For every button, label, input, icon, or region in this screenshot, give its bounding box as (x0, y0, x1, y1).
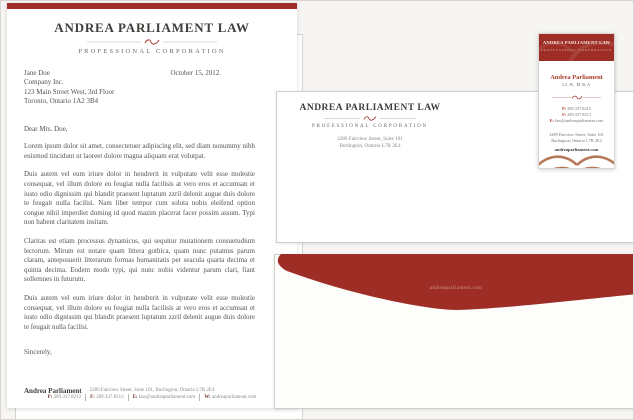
address-line: 2289 Fairview Street, Suite 101 (549, 131, 604, 137)
recipient-address (24, 69, 114, 106)
card-contacts (539, 106, 614, 125)
letter-date: October 15, 2012. (170, 69, 221, 77)
footer-address: 2289 Fairview Street, Suite 101, Burlington, Ontario L7R 2E4 (89, 388, 215, 393)
card-header (539, 34, 614, 61)
scroll-ornament-icon (324, 115, 416, 122)
envelope-website: andreaparliament.com (429, 286, 483, 291)
card-contact-line: F: 289.337.8213 (562, 112, 591, 118)
card-credentials: LL.B, M.B.A (562, 82, 591, 87)
card-website: andreaparliament.com (554, 146, 599, 152)
brand-name: ANDREA PARLIAMENT LAW (299, 103, 441, 113)
recipient-line: Toronto, Ontario 1A2 3B4 (24, 96, 99, 105)
letterhead-page (7, 3, 297, 408)
card-divider (552, 95, 601, 100)
scroll-ornament-icon (87, 38, 217, 46)
letter-closing: Sincerely, (24, 348, 52, 357)
letterhead-footer (7, 387, 297, 401)
address-line: Burlington, Ontario L7R 2E4 (339, 143, 401, 149)
recipient-line: 123 Main Street West, 3rd Floor (24, 87, 115, 96)
recipient-line: Jane Doe (24, 69, 50, 77)
envelope-return-block (277, 103, 463, 150)
card-address (539, 132, 614, 144)
envelope-return-address (277, 136, 463, 150)
card-contact-line: P: 289.337.8212 (562, 106, 591, 111)
footer-contact: F: 289.337.8213 (85, 394, 123, 401)
brand-name: ANDREA PARLIAMENT LAW (54, 20, 250, 35)
letter-paragraph: Duis autem vel eum iriure dolor in hendrerit in vulputate velit esse molestie consequat, vel illum dolore eu feugiat nulla facilisis at vero eros et accumsan et iusto odio dignissim qui blandit praesent luptatum zzril delenit augue duis dolore te feugait nulla facilisi. (24, 293, 255, 331)
letterhead-header (7, 9, 297, 55)
envelope-back (274, 254, 634, 409)
swirl-ornament-icon (539, 145, 615, 169)
brand-tagline: PROFESSIONAL CORPORATION (78, 48, 226, 55)
footer-contact: W: andreaparliament.com (199, 394, 256, 401)
footer-contacts (7, 394, 297, 401)
brand-name: ANDREA PARLIAMENT LAW (542, 40, 611, 45)
footer-contact: E: law@andreaparliament.com (128, 394, 196, 401)
envelope-flap (274, 254, 634, 312)
brand-tagline: PROFESSIONAL CORPORATION (541, 48, 612, 52)
letter-paragraph: Lorem ipsum dolor sit amet, consectetuer adipiscing elit, sed diam nonummy nibh euismod tincidunt ut laoreet dolore magna aliquam erat volutpat. (24, 142, 255, 160)
card-contact-line: E: law@andreaparliament.com (549, 118, 604, 124)
footer-contact: P: 289.337.8212 (47, 395, 82, 400)
letter-body (7, 142, 297, 332)
business-card (538, 33, 615, 169)
recipient-line: Company Inc. (24, 78, 64, 87)
card-person-name: Andrea Parliament (550, 74, 603, 81)
address-line: Burlington, Ontario L7R 2E4 (551, 137, 602, 143)
brand-tagline: PROFESSIONAL CORPORATION (312, 124, 428, 129)
letter-paragraph: Duis autem vel eum iriure dolor in hendrerit in vulputate velit esse molestie consequat, vel illum dolore eu feugiat nulla facilisis at vero eros et accumsan et iusto odio dignissim qui blandit praesent luptatum zzril delenit augue duis dolore te feugait nulla facilisi. Nam liber tempor cum soluta nobis eleifend option congue nihil imperdiet doming id quod mazim placerat facer possim assum. Typi non habent claritatem insitam. (24, 170, 255, 227)
letter-paragraph: Claritas est etiam processus dynamicus, qui sequitur mutationem consuetudium lectorum. Mirum est notare quam littera gothica, quam nunc putamus parum claram, anteposuerit litterarum formas humanitatis per seacula quarta decima et quinta decima. Eodem modo typi, qui nunc nobis videntur parum clari, fiant sollemnes in futurum. (24, 236, 255, 284)
letter-salutation: Dear Mrs. Doe, (24, 125, 68, 134)
letter-meta (24, 69, 255, 106)
address-line: 2289 Fairview Street, Suite 101 (337, 136, 403, 142)
scroll-ornament-icon (571, 95, 583, 100)
letter-signature: Andrea Parliament (24, 387, 82, 396)
